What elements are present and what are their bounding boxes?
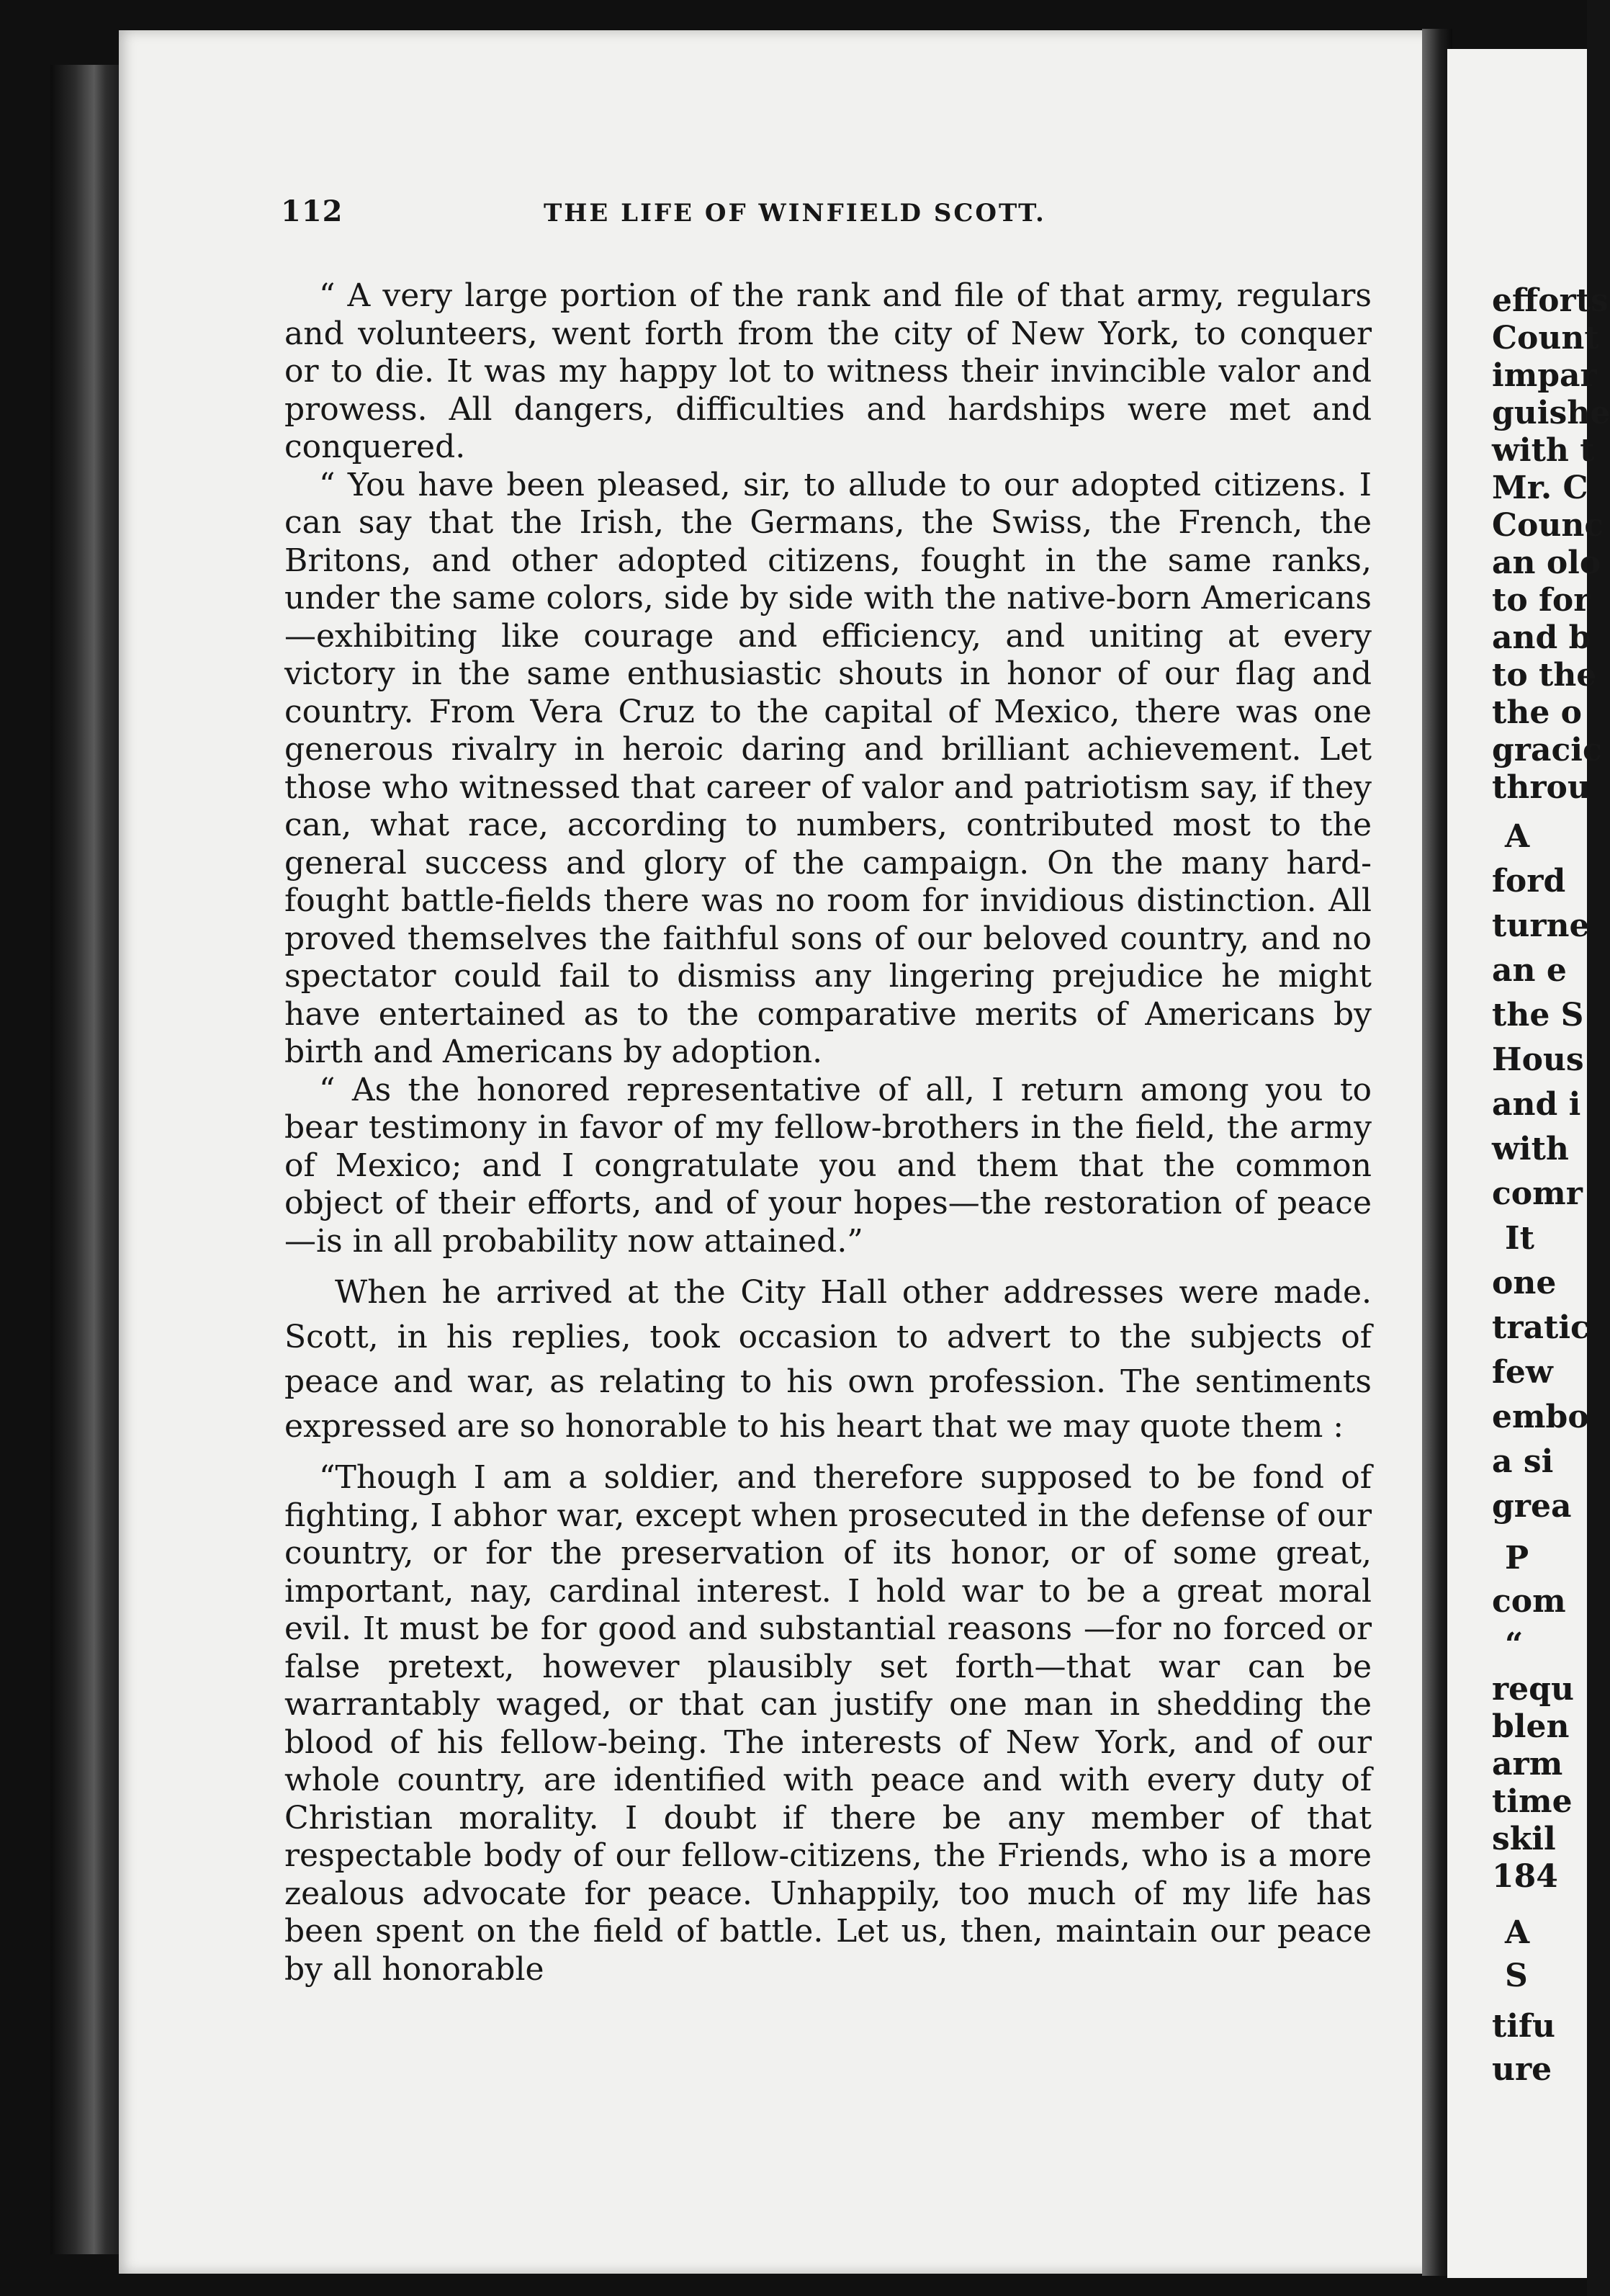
next-page-line: to for	[1492, 582, 1591, 619]
next-page-line: arm	[1492, 1746, 1563, 1782]
next-page-line: skil	[1492, 1821, 1556, 1857]
body-text	[284, 277, 1372, 1988]
next-page-line: impar	[1492, 357, 1597, 394]
next-page-line: the S	[1492, 997, 1584, 1033]
next-page-line: few	[1492, 1354, 1553, 1391]
next-page-line: blen	[1492, 1708, 1570, 1745]
next-page-line: “	[1505, 1626, 1524, 1663]
next-page-line: embo	[1492, 1399, 1589, 1435]
page-header	[281, 194, 1368, 238]
next-page-line: S	[1505, 1958, 1528, 1994]
paragraph-city-hall: When he arrived at the City Hall other addresses were made. Scott, in his replies, took occasion to advert to the subjects of peace and war, as relating to his own profession. The sentiments expressed are so honorable to his heart that we may quote them :	[284, 1274, 1372, 1445]
next-page-line: P	[1505, 1540, 1529, 1577]
running-title: THE LIFE OF WINFIELD SCOTT.	[544, 199, 1046, 228]
next-page-line: ford	[1492, 863, 1566, 900]
next-page-line: A	[1505, 1914, 1530, 1951]
next-page-line: with t	[1492, 432, 1595, 469]
next-page-line: turne	[1492, 907, 1590, 944]
paragraph-testimony-quote: “ As the honored representative of all, I return among you to bear testimony in favor of my fellow-brothers in the field, the army of Mexico; and I congratulate you and them that the common object of their efforts, and of your hopes—the restoration of peace—is in all probability now attained.”	[284, 1071, 1372, 1260]
next-page-line: Count	[1492, 320, 1599, 356]
next-page-line: a si	[1492, 1443, 1554, 1480]
next-page-line: A	[1505, 818, 1530, 855]
paragraph-peace-war-quote: “Though I am a soldier, and therefore supposed to be fond of fighting, I abhor war, except when prosecuted in the defense of our country, or for the preservation of its honor, or of some great, important, nay, cardinal interest. I hold war to be a great moral evil. It must be for good and substantial reasons —for no forced or false pretext, however plausibly set forth—that war can be warrantably waged, or that can justify one man in shedding the blood of his fellow-being. The interests of New York, and of our whole country, are identified with peace and with every duty of Christian morality. I doubt if there be any member of that respectable body of our fellow-citizens, the Friends, who is a more zealous advocate for peace. Unhappily, too much of my life has been spent on the field of battle. Let us, then, maintain our peace by all honorable	[284, 1459, 1372, 1988]
next-page-line: grea	[1492, 1488, 1572, 1525]
next-page-line: an e	[1492, 952, 1567, 989]
next-page-line: 184	[1492, 1858, 1558, 1895]
next-page-line: com	[1492, 1583, 1566, 1620]
next-page-line: gracic	[1492, 732, 1602, 768]
page-number: 112	[281, 194, 343, 228]
paragraph-army-quote: “ A very large portion of the rank and file of that army, regulars and volunteers, went forth from the city of New York, to conquer or to die. It was my happy lot to witness their invincible valor and prowess. All dangers, difficulties and hardships were met and conquered.	[284, 277, 1372, 465]
next-page-line: an olo	[1492, 544, 1601, 581]
next-page-line: Counc	[1492, 507, 1604, 544]
next-page-line: ure	[1492, 2051, 1552, 2088]
next-page-line: requ	[1492, 1671, 1574, 1708]
next-page-line: the o	[1492, 694, 1582, 731]
next-page-line: guishe	[1492, 395, 1610, 431]
next-page-line: to the	[1492, 657, 1597, 694]
next-page-line: tratic	[1492, 1309, 1590, 1346]
next-page-line: comr	[1492, 1175, 1583, 1212]
next-page-line: and b	[1492, 619, 1591, 656]
next-page-line: one	[1492, 1265, 1557, 1301]
next-page-line: with	[1492, 1131, 1569, 1167]
next-page-line: It	[1505, 1220, 1534, 1257]
next-page-line: throu	[1492, 769, 1591, 806]
next-page-line: efforts	[1492, 282, 1609, 319]
next-page-fragment	[1447, 49, 1610, 2278]
book-left-edge	[50, 65, 130, 2254]
next-page-line: Mr. C	[1492, 470, 1588, 506]
next-page-line: time	[1492, 1783, 1573, 1820]
next-page-line: and i	[1492, 1086, 1581, 1123]
next-page-line: tifu	[1492, 2008, 1555, 2045]
next-page-line: Hous	[1492, 1041, 1584, 1078]
paragraph-adopted-citizens-quote: “ You have been pleased, sir, to allude to our adopted citizens. I can say that the Irish, the Germans, the Swiss, the French, the Britons, and other adopted citizens, fought in the same ranks, under the same colors, side by side with the native-born Americans—exhibiting like courage and efficiency, and uniting at every victory in the same enthusiastic shouts in honor of our flag and country. From Vera Cruz to the capital of Mexico, there was one generous rivalry in heroic daring and brilliant achievement. Let those who witnessed that career of valor and patriotism say, if they can, what race, according to numbers, contributed most to the general success and glory of the campaign. On the many hard-fought battle-fields there was no room for invidious distinction. All proved themselves the faithful sons of our beloved country, and no spectator could fail to dismiss any lingering prejudice he might have entertained as to the comparative merits of Americans by birth and Americans by adoption.	[284, 466, 1372, 1070]
